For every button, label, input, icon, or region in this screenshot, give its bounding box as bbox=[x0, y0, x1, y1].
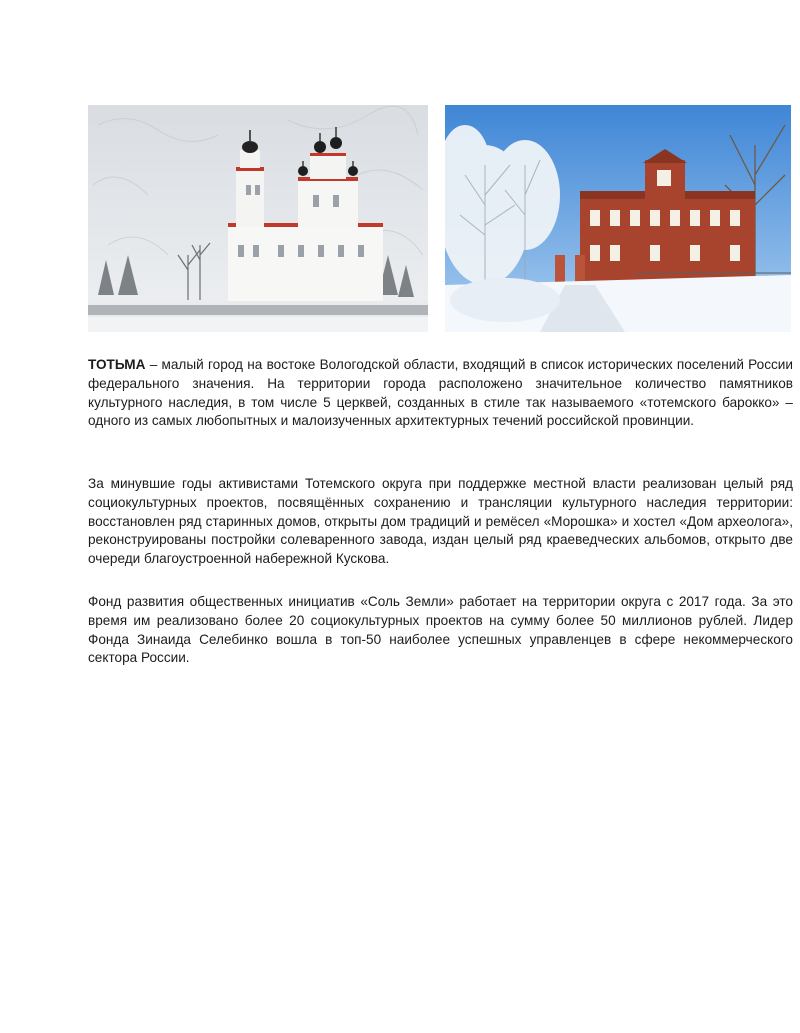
city-name-heading: ТОТЬМА bbox=[88, 357, 146, 372]
paragraph-text: Фонд развития общественных инициатив «Соль Земли» работает на территории округа с 2017 года. За это время им реализовано более 20 социокультурных проектов на сумму более 50 миллионов рублей. Лидер Фонда Зинаида Селебинко вошла в топ-50 наиболее успешных управленцев в сфере некоммерческого сектора России. bbox=[88, 594, 793, 666]
brick-building-photo bbox=[445, 105, 791, 332]
paragraph-totma-intro bbox=[88, 356, 793, 431]
paragraph-foundation bbox=[88, 593, 793, 668]
church-photo bbox=[88, 105, 428, 332]
paragraph-text: За минувшие годы активистами Тотемского округа при поддержке местной власти реализован целый ряд социокультурных проектов, посвящённых сохранению и трансляции культурного наследия территории: восстановлен ряд старинных домов, открыты дом традиций и ремёсел «Морошка» и хостел «Дом археолога», реконструированы постройки солеваренного завода, издан целый ряд краеведческих альбомов, открыто две очереди благоустроенной набережной Кускова. bbox=[88, 476, 793, 567]
white-church-icon bbox=[88, 105, 428, 332]
paragraph-text: – малый город на востоке Вологодской области, входящий в список исторических поселений России федерального значения. На территории города расположено значительное количество памятников культурного наследия, в том числе 5 церквей, созданных в стиле так называемого «тотемского барокко» – одного из самых любопытных и малоизученных архитектурных течений российской провинции. bbox=[88, 357, 793, 429]
red-brick-building-icon bbox=[445, 105, 791, 332]
paragraph-projects bbox=[88, 475, 793, 569]
